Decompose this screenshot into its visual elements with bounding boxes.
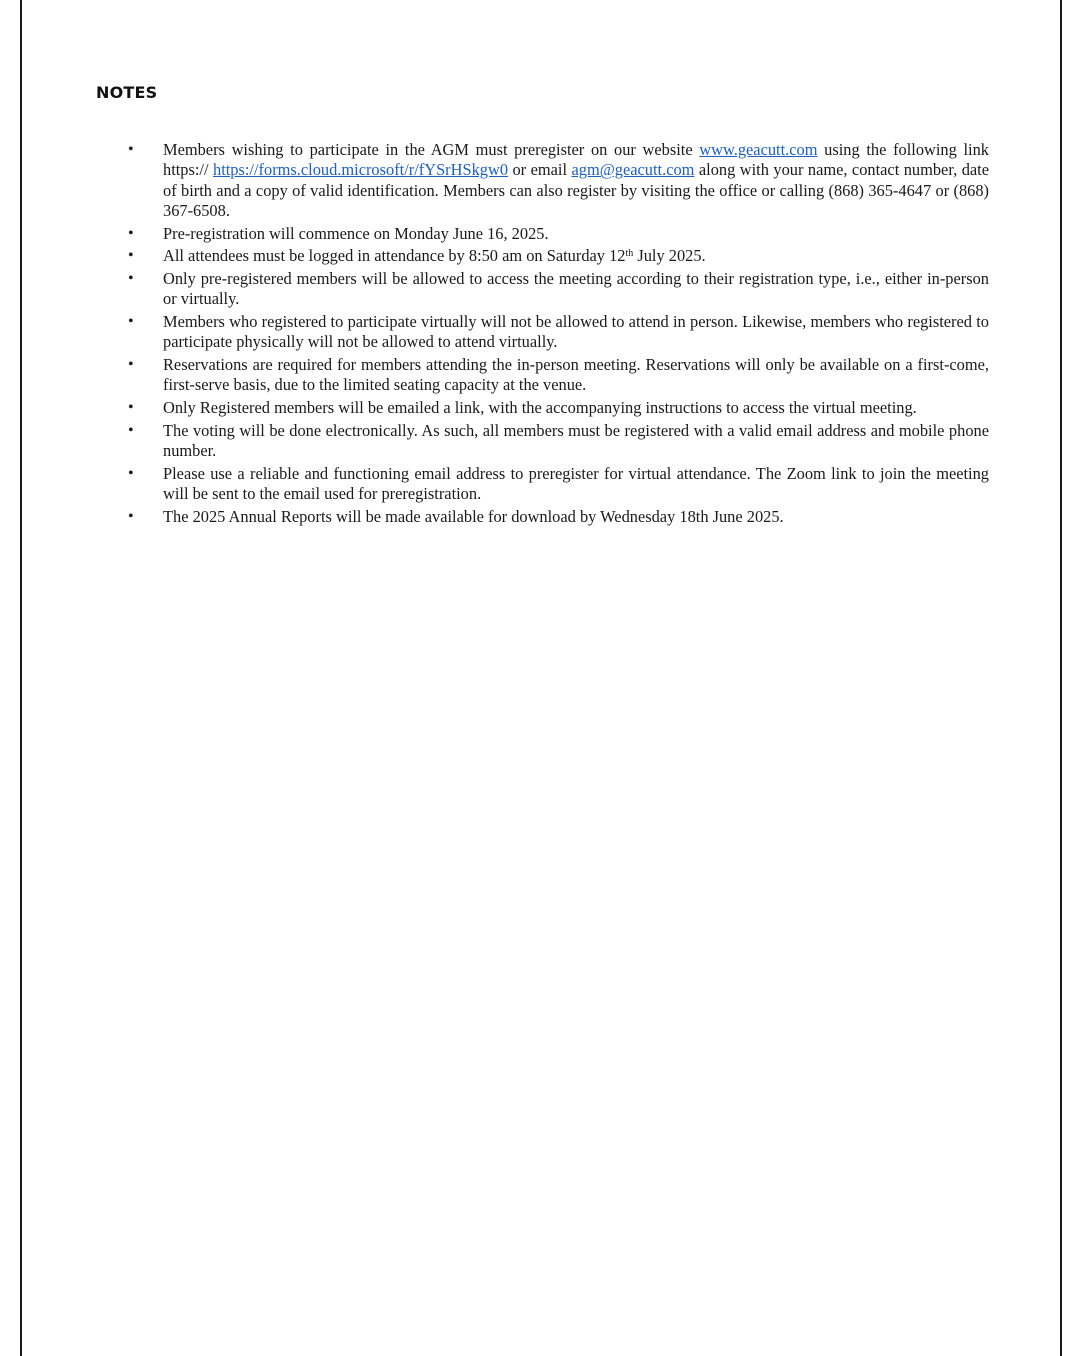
note-text: or email <box>508 160 572 180</box>
website-link[interactable]: www.geacutt.com <box>699 140 818 159</box>
ordinal-suffix: th <box>625 248 634 260</box>
note-item-attendance-deadline <box>163 246 989 266</box>
note-text: using the following link https:// <box>163 140 989 180</box>
note-text: July 2025. <box>633 246 706 266</box>
note-item-annual-reports: • The 2025 Annual Reports will be made available for download by Wednesday 18th June 2025. <box>163 507 989 527</box>
notes-heading: NOTES <box>96 83 158 102</box>
note-item-access-by-registration: • Only pre-registered members will be allowed to access the meeting according to their registration type, i.e., either in-person or virtually. <box>163 269 989 310</box>
note-item-preregistration-date: • Pre-registration will commence on Monday June 16, 2025. <box>163 224 989 244</box>
agm-email-link[interactable]: agm@geacutt.com <box>571 160 695 180</box>
note-text: along with your name, contact number, date of birth and a copy of valid identification. Members can also register by visiting the office or calling (868) 365-4647 or (868) 367-6508. <box>163 160 989 221</box>
note-item-virtual-link: • Only Registered members will be emailed a link, with the accompanying instructions to access the virtual meeting. <box>163 398 989 418</box>
note-item-reservations: • Reservations are required for members attending the in-person meeting. Reservations will only be available on a first-come, first-serve basis, due to the limited seating capacity at the venue. <box>163 355 989 396</box>
note-item-voting: • The voting will be done electronically. As such, all members must be registered with a valid email address and mobile phone number. <box>163 421 989 462</box>
notes-list <box>163 140 989 529</box>
note-item-email-reliability: • Please use a reliable and functioning email address to preregister for virtual attendance. The Zoom link to join the meeting will be sent to the email used for preregistration. <box>163 464 989 505</box>
note-text: All attendees must be logged in attendance by 8:50 am on Saturday 12 <box>163 246 626 266</box>
note-text: Members wishing to participate in the AGM must preregister on our website <box>163 140 700 159</box>
note-item-attendance-mode: • Members who registered to participate virtually will not be allowed to attend in person. Likewise, members who registered to participate physically will not be allowed to attend virtually. <box>163 312 989 353</box>
note-item-preregister <box>163 140 989 222</box>
registration-form-link[interactable]: https://forms.cloud.microsoft/r/fYSrHSkgw0 <box>213 160 509 180</box>
